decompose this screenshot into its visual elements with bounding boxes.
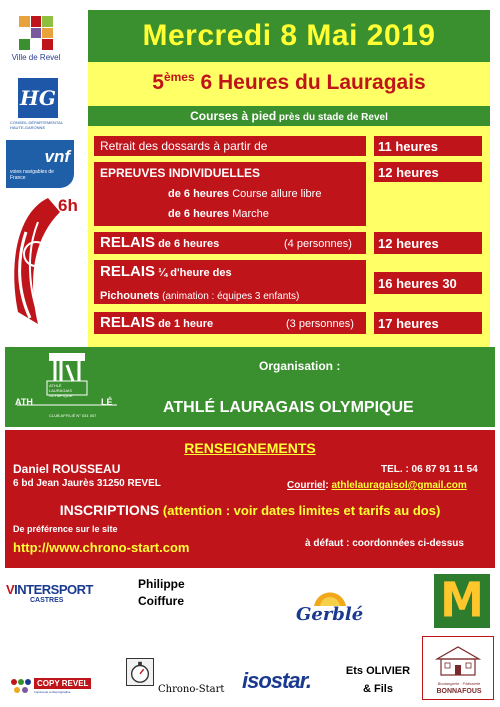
mcdonalds-arches-icon: M — [440, 572, 484, 629]
hg-logo-sub: CONSEIL DÉPARTEMENTAL HAUTE-GARONNE — [10, 120, 63, 130]
email-link[interactable]: athlelauragaisol@gmail.com — [331, 480, 467, 491]
stopwatch-icon — [126, 658, 154, 686]
info-panel — [5, 430, 495, 568]
event-title: 5èmes 6 Heures du Lauragais — [152, 70, 426, 94]
pichounets-row: RELAIS ¼ d'heure des Pichounets (animation : équipes 3 enfants) — [94, 260, 366, 304]
copy-revel-logo — [8, 676, 92, 698]
gerble-name: Gerblé — [296, 604, 364, 625]
pichounets-time: 16 heures 30 — [374, 272, 482, 294]
club-logo-small: CLUB AFFILIÉ N° 031 007 — [49, 413, 97, 418]
copy-revel-small: Imprimerie et Reprographie — [34, 690, 71, 694]
mcdonalds-logo — [434, 574, 490, 628]
olivier-logo: Ets OLIVIER & Fils — [345, 665, 411, 695]
info-title: RENSEIGNEMENTS — [184, 440, 316, 456]
ville-de-revel-logo — [6, 10, 66, 68]
relais-6h-note: (4 personnes) — [284, 238, 352, 250]
course-libre-line: de 6 heures Course allure libre — [168, 188, 322, 200]
retrait-time: 11 heures — [374, 136, 482, 156]
bonnafous-name: BONNAFOUS — [436, 688, 482, 695]
hg-logo-mark: HG — [18, 78, 58, 118]
revel-mosaic-icon — [19, 16, 53, 50]
bakery-house-icon — [433, 643, 483, 677]
inscriptions-line: INSCRIPTIONS (attention : voir dates limites et tarifs au dos) — [59, 502, 441, 518]
relais-6h-time: 12 heures — [374, 232, 482, 254]
intersport-name: VINTERSPORT — [6, 582, 93, 597]
philippe-coiffure-logo: Philippe Coiffure — [138, 577, 185, 608]
copy-revel-name: COPY REVEL — [34, 678, 91, 689]
bonnafous-subtitle: Boulangerie · Pâtisserie — [437, 681, 481, 686]
contact-email: Courriel: athlelauragaisol@gmail.com — [287, 480, 467, 491]
individuelles-time: 12 heures — [374, 162, 482, 182]
marche-line: de 6 heures Marche — [168, 208, 269, 220]
intersport-logo — [6, 582, 98, 612]
retrait-row: Retrait des dossards à partir de — [94, 136, 366, 156]
default-contact-note: à défaut : coordonnées ci-dessus — [305, 538, 464, 549]
relais-6h-row: RELAIS de 6 heures (4 personnes) — [94, 232, 366, 254]
chrono-start-logo — [126, 658, 226, 698]
haute-garonne-logo — [10, 76, 66, 132]
isostar-logo: isostar. — [242, 668, 312, 693]
courses-subtitle: Courses à pied près du stade de Revel — [88, 106, 490, 126]
contact-address: 6 bd Jean Jaurès 31250 REVEL — [13, 478, 161, 489]
chrono-start-name: Chrono-Start — [158, 684, 225, 695]
date-banner — [88, 10, 490, 62]
relais-1h-note: (3 personnes) — [286, 318, 354, 330]
contact-name: Daniel ROUSSEAU — [13, 462, 121, 476]
organisation-panel — [5, 347, 495, 427]
vnf-logo — [6, 140, 74, 188]
bonnafous-logo — [422, 636, 494, 700]
six-heures-logo-text: 6h — [58, 196, 78, 215]
organisation-name: ATHLÉ LAURAGAIS OLYMPIQUE — [163, 399, 414, 416]
individuelles-row — [94, 162, 366, 226]
program-panel — [88, 62, 490, 347]
vnf-logo-sub: voies navigables de France — [10, 169, 54, 181]
event-date: Mercredi 8 Mai 2019 — [142, 19, 436, 52]
site-label: De préférence sur le site — [13, 524, 118, 534]
club-logo-banner: ATHLÉ LAURAGAIS OLYMPIQUE — [49, 383, 73, 398]
site-link[interactable]: http://www.chrono-start.com — [13, 540, 190, 555]
club-logo-right: LÉ — [101, 397, 113, 407]
organisation-label: Organisation : — [259, 359, 341, 373]
individuelles-label: EPREUVES INDIVIDUELLES — [100, 166, 261, 180]
vnf-logo-mark: vnf — [44, 147, 70, 166]
copy-revel-dots-icon — [10, 678, 32, 696]
revel-logo-text: Ville de Revel — [11, 53, 61, 62]
relais-1h-row: RELAIS de 1 heure (3 personnes) — [94, 312, 366, 334]
contact-phone: TEL. : 06 87 91 11 54 — [381, 464, 478, 475]
intersport-city: CASTRES — [30, 597, 64, 604]
relais-1h-time: 17 heures — [374, 312, 482, 334]
gerble-logo — [296, 582, 366, 628]
club-logo-left: ATH — [15, 397, 33, 407]
